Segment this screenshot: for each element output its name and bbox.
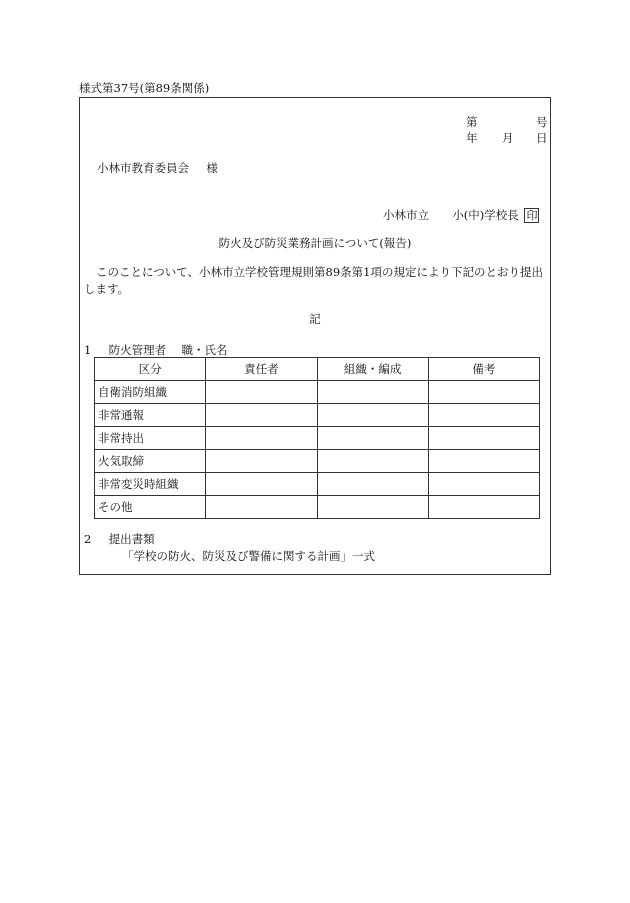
remarks-cell[interactable] xyxy=(428,404,539,427)
ki-marker: 記 xyxy=(309,312,321,326)
person-in-charge-cell[interactable] xyxy=(206,404,317,427)
table-row xyxy=(95,427,540,450)
person-in-charge-cell[interactable] xyxy=(206,496,317,519)
organization-cell[interactable] xyxy=(317,473,428,496)
seal-mark: 印 xyxy=(526,209,538,222)
form-frame xyxy=(79,97,551,575)
table-header-row xyxy=(95,358,540,381)
row-category: 非常持出 xyxy=(95,427,206,450)
organization-cell[interactable] xyxy=(317,404,428,427)
number-suffix: 号 xyxy=(536,115,548,129)
section-2-number: 2 xyxy=(84,532,92,546)
section-1-sub: 職・氏名 xyxy=(181,343,228,357)
section-1-heading xyxy=(84,342,227,358)
header-organization: 組織・編成 xyxy=(317,358,428,381)
table-row xyxy=(95,496,540,519)
form-caption: 様式第37号(第89条関係) xyxy=(79,81,210,95)
row-category: 自衛消防組織 xyxy=(95,381,206,404)
table-row xyxy=(95,404,540,427)
person-in-charge-cell[interactable] xyxy=(206,381,317,404)
recipient-honorific: 様 xyxy=(206,161,218,175)
section-1-number: 1 xyxy=(84,343,92,357)
row-category: 非常通報 xyxy=(95,404,206,427)
header-category: 区分 xyxy=(95,358,206,381)
remarks-cell[interactable] xyxy=(428,427,539,450)
section-1-label: 防火管理者 xyxy=(108,343,167,357)
sender-city: 小林市立 xyxy=(383,208,429,222)
body-text: このことについて、小林市立学校管理規則第89条第1項の規定により下記のとおり提出します。 xyxy=(84,265,543,296)
section-2-label: 提出書類 xyxy=(108,532,155,546)
table-row xyxy=(95,450,540,473)
organization-cell[interactable] xyxy=(317,450,428,473)
remarks-cell[interactable] xyxy=(428,381,539,404)
document-title: 防火及び防災業務計画について(報告) xyxy=(218,236,412,250)
section-2-heading xyxy=(84,531,155,547)
recipient-name: 小林市教育委員会 xyxy=(97,161,189,175)
header-remarks: 備考 xyxy=(428,358,539,381)
header-person-in-charge: 責任者 xyxy=(206,358,317,381)
date-day: 日 xyxy=(536,131,548,145)
sender-school: 小(中)学校長 xyxy=(452,208,519,222)
submitted-document: 「学校の防火、防災及び警備に関する計画」一式 xyxy=(122,549,375,563)
row-category: その他 xyxy=(95,496,206,519)
date-year: 年 xyxy=(466,131,478,145)
date-month: 月 xyxy=(502,131,514,145)
remarks-cell[interactable] xyxy=(428,450,539,473)
table-row xyxy=(95,473,540,496)
row-category: 火気取締 xyxy=(95,450,206,473)
fire-manager-table xyxy=(94,357,540,519)
person-in-charge-cell[interactable] xyxy=(206,450,317,473)
person-in-charge-cell[interactable] xyxy=(206,427,317,450)
remarks-cell[interactable] xyxy=(428,473,539,496)
row-category: 非常変災時組織 xyxy=(95,473,206,496)
recipient xyxy=(97,160,218,176)
organization-cell[interactable] xyxy=(317,381,428,404)
organization-cell[interactable] xyxy=(317,427,428,450)
organization-cell[interactable] xyxy=(317,496,428,519)
number-prefix: 第 xyxy=(466,115,478,129)
sender xyxy=(383,207,539,223)
person-in-charge-cell[interactable] xyxy=(206,473,317,496)
table-row xyxy=(95,381,540,404)
remarks-cell[interactable] xyxy=(428,496,539,519)
